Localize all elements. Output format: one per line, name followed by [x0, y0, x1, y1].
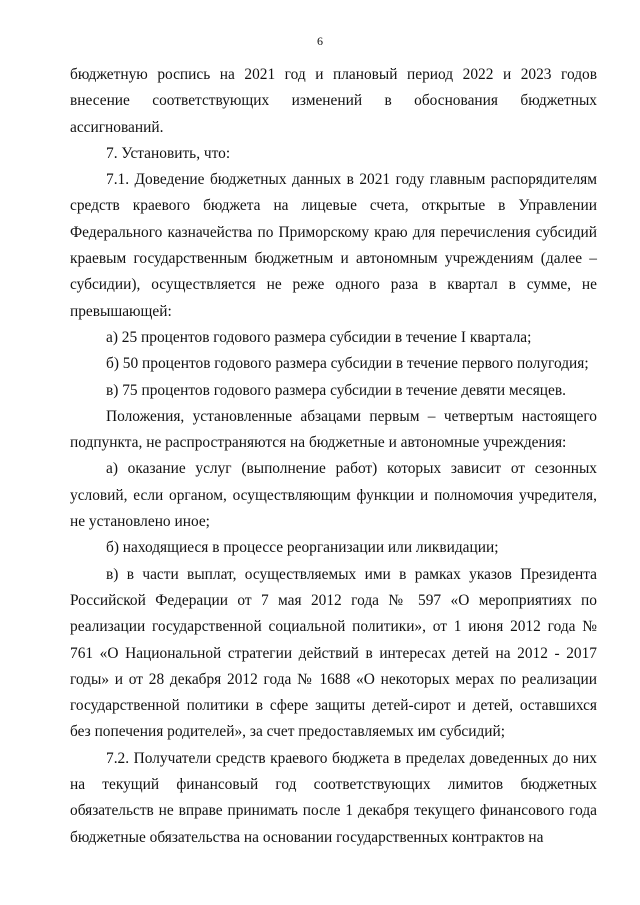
- paragraph-exception-b-reorganization: б) находящиеся в процессе реорганизации или ликвидации;: [106, 539, 499, 557]
- paragraph-item-7-1: 7.1. Доведение бюджетных данных в 2021 году главным распорядителям средств краевого бюджета на лицевые счета, открытые в Управлении Федерального казначейства по Приморскому краю для перечисления субсидий краевым государственным бюджетным и автономным учреждениям (далее – субсидии), осуществляется не реже одного раза в квартал в сумме, не превышающей:: [70, 171, 597, 320]
- paragraph-subitem-b-50-percent: б) 50 процентов годового размера субсидии в течение первого полугодия;: [106, 355, 589, 373]
- paragraph-budget-schedule: бюджетную роспись на 2021 год и плановый период 2022 и 2023 годов внесение соответствующих изменений в обоснования бюджетных ассигнований.: [70, 66, 597, 136]
- paragraph-item-7-2: 7.2. Получатели средств краевого бюджета в пределах доведенных до них на текущий финансовый год соответствующих лимитов бюджетных обязательств не вправе принимать после 1 декабря текущего финансового года бюджетные обязательства на основании государственных контрактов на: [70, 749, 597, 846]
- paragraph-subitem-v-75-percent: в) 75 процентов годового размера субсидии в течение девяти месяцев.: [106, 381, 566, 399]
- page-number: 6: [317, 34, 323, 48]
- paragraph-exception-a-seasonal: а) оказание услуг (выполнение работ) которых зависит от сезонных условий, если органом, осуществляющим функции и полномочия учредителя, не установлено иное;: [70, 460, 597, 531]
- paragraph-exceptions-intro: Положения, установленные абзацами первым – четвертым настоящего подпункта, не распространяются на бюджетные и автономные учреждения:: [70, 407, 597, 452]
- paragraph-exception-v-presidential-decrees: в) в части выплат, осуществляемых ими в рамках указов Президента Российской Федерации от 7 мая 2012 года № 597 «О мероприятиях по реализации государственной социальной политики», от 1 июня 2012 года № 761 «О Национальной стратегии действий в интересах детей на 2012 - 2017 годы» и от 28 декабря 2012 года № 1688 «О некоторых мерах по реализации государственной политики в сфере защиты детей-сирот и детей, оставшихся без попечения родителей», за счет предоставляемых им субсидий;: [70, 565, 597, 741]
- paragraph-item-7: 7. Установить, что:: [106, 144, 231, 162]
- paragraph-subitem-a-25-percent: а) 25 процентов годового размера субсидии в течение I квартала;: [106, 328, 532, 346]
- body-text: [70, 62, 597, 851]
